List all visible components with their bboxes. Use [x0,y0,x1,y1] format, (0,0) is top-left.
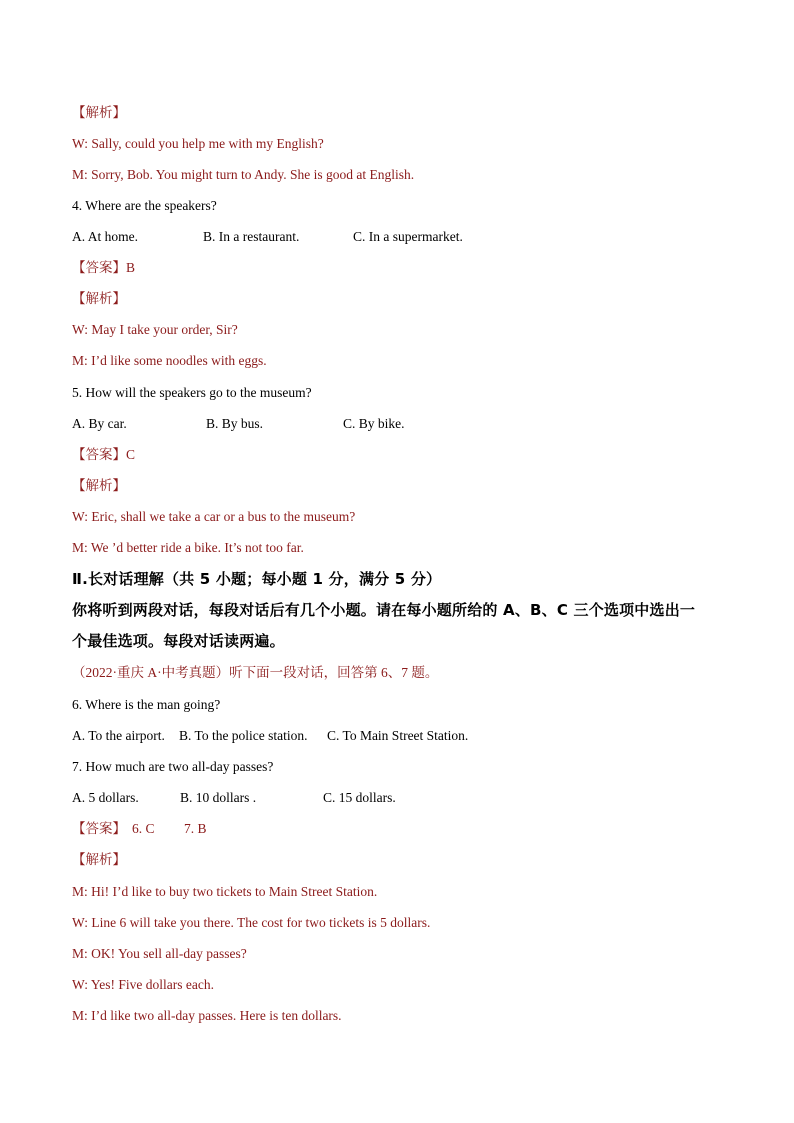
options-4 [72,228,463,246]
analysis-label: 【解析】 [72,852,126,867]
answer-6-7 [72,820,207,838]
dialogue-line: W: Sally, could you help me with my English? [72,136,324,151]
answer-4 [72,259,135,277]
answer-value: 6. C [132,821,155,836]
option-c: C. In a supermarket. [353,229,463,244]
option-c: C. By bike. [343,416,405,431]
answer-value: B [126,260,136,275]
dialogue-line: W: May I take your order, Sir? [72,322,238,337]
analysis-label: 【解析】 [72,291,126,306]
option-a: A. To the airport. [72,728,165,743]
answer-5 [72,446,135,464]
dialogue-line: M: Sorry, Bob. You might turn to Andy. She is good at English. [72,167,415,182]
options-5 [72,415,405,433]
dialogue-line: W: Eric, shall we take a car or a bus to the museum? [72,509,356,524]
question-7: 7. How much are two all-day passes? [72,759,274,774]
answer-label: 【答案】 [72,821,126,836]
options-7 [72,789,396,807]
analysis-label: 【解析】 [72,478,126,493]
answer-label: 【答案】 [72,447,126,462]
dialogue-line: M: Hi! I’d like to buy two tickets to Main Street Station. [72,884,378,899]
question-6: 6. Where is the man going? [72,697,221,712]
option-b: B. By bus. [206,416,264,431]
section-instruction: 个最佳选项。每段对话读两遍。 [72,632,285,650]
section-instruction: 你将听到两段对话，每段对话后有几个小题。请在每小题所给的 A、B、C 三个选项中选出一 [72,601,696,619]
question-5: 5. How will the speakers go to the museum? [72,385,312,400]
options-6 [72,727,468,745]
dialogue-line: W: Yes! Five dollars each. [72,977,214,992]
option-b: B. To the police station. [179,728,308,743]
answer-label: 【答案】 [72,260,126,275]
analysis-label: 【解析】 [72,105,126,120]
option-a: A. 5 dollars. [72,790,139,805]
answer-value: C [126,447,136,462]
option-b: B. 10 dollars . [180,790,257,805]
dialogue-line: W: Line 6 will take you there. The cost for two tickets is 5 dollars. [72,915,431,930]
option-b: B. In a restaurant. [203,229,300,244]
option-a: A. At home. [72,229,138,244]
section-title: Ⅱ.长对话理解（共 5 小题；每小题 1 分，满分 5 分） [72,570,442,588]
dialogue-line: M: We ’d better ride a bike. It’s not too far. [72,540,304,555]
question-4: 4. Where are the speakers? [72,198,217,213]
source-note: （2022·重庆 A·中考真题）听下面一段对话，回答第 6、7 题。 [72,665,439,680]
option-c: C. 15 dollars. [323,790,396,805]
option-a: A. By car. [72,416,127,431]
answer-value: 7. B [184,821,207,836]
option-c: C. To Main Street Station. [327,728,469,743]
dialogue-line: M: I’d like two all-day passes. Here is ten dollars. [72,1008,342,1023]
dialogue-line: M: OK! You sell all-day passes? [72,946,247,961]
dialogue-line: M: I’d like some noodles with eggs. [72,353,267,368]
